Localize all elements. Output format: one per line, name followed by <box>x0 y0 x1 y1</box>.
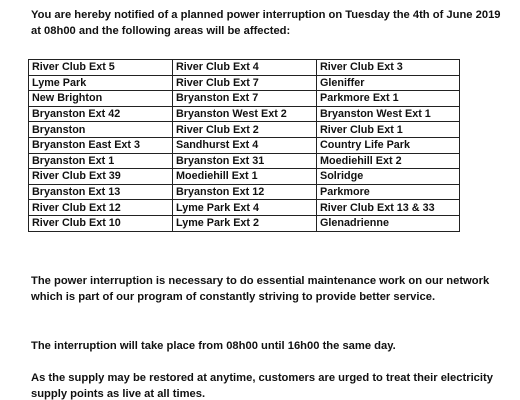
intro-paragraph: You are hereby notified of a planned power interruption on Tuesday the 4th of June 2019 at 08h00 and the following areas will be affected: <box>31 9 501 37</box>
table-row <box>29 106 460 122</box>
area-cell: Bryanston West Ext 1 <box>317 106 460 122</box>
area-cell: Bryanston <box>29 122 173 138</box>
area-cell: River Club Ext 7 <box>173 75 317 91</box>
area-cell: River Club Ext 5 <box>29 60 173 76</box>
area-cell: Lyme Park Ext 4 <box>173 200 317 216</box>
area-cell: Sandhurst Ext 4 <box>173 137 317 153</box>
area-cell: Bryanston Ext 1 <box>29 153 173 169</box>
area-cell: Gleniffer <box>317 75 460 91</box>
area-cell: Bryanston Ext 42 <box>29 106 173 122</box>
area-cell: Solridge <box>317 169 460 185</box>
table-row <box>29 137 460 153</box>
table-row <box>29 215 460 231</box>
area-cell: Moediehill Ext 2 <box>317 153 460 169</box>
area-cell: Glenadrienne <box>317 215 460 231</box>
table-row <box>29 122 460 138</box>
area-cell: Bryanston West Ext 2 <box>173 106 317 122</box>
area-cell: Bryanston Ext 31 <box>173 153 317 169</box>
area-cell: Parkmore <box>317 184 460 200</box>
table-row <box>29 75 460 91</box>
area-cell: River Club Ext 39 <box>29 169 173 185</box>
table-row <box>29 200 460 216</box>
area-cell: River Club Ext 12 <box>29 200 173 216</box>
area-cell: Moediehill Ext 1 <box>173 169 317 185</box>
area-cell: Lyme Park Ext 2 <box>173 215 317 231</box>
table-row <box>29 169 460 185</box>
area-cell: Bryanston Ext 12 <box>173 184 317 200</box>
area-cell: Bryanston Ext 13 <box>29 184 173 200</box>
area-cell: Lyme Park <box>29 75 173 91</box>
table-row <box>29 153 460 169</box>
timing-paragraph: The interruption will take place from 08h00 until 16h00 the same day. <box>31 340 396 352</box>
area-cell: New Brighton <box>29 91 173 107</box>
area-cell: River Club Ext 4 <box>173 60 317 76</box>
warning-paragraph: As the supply may be restored at anytime, customers are urged to treat their electricity supply points as live at all times. <box>31 372 493 400</box>
affected-areas-body <box>29 60 460 232</box>
table-row <box>29 91 460 107</box>
area-cell: Bryanston East Ext 3 <box>29 137 173 153</box>
affected-areas-table <box>28 59 460 232</box>
area-cell: Parkmore Ext 1 <box>317 91 460 107</box>
area-cell: River Club Ext 1 <box>317 122 460 138</box>
area-cell: River Club Ext 2 <box>173 122 317 138</box>
area-cell: Country Life Park <box>317 137 460 153</box>
area-cell: River Club Ext 3 <box>317 60 460 76</box>
reason-paragraph: The power interruption is necessary to do essential maintenance work on our network which is part of our program of constantly striving to provide better service. <box>31 275 490 303</box>
table-row <box>29 60 460 76</box>
area-cell: River Club Ext 10 <box>29 215 173 231</box>
area-cell: River Club Ext 13 & 33 <box>317 200 460 216</box>
table-row <box>29 184 460 200</box>
area-cell: Bryanston Ext 7 <box>173 91 317 107</box>
